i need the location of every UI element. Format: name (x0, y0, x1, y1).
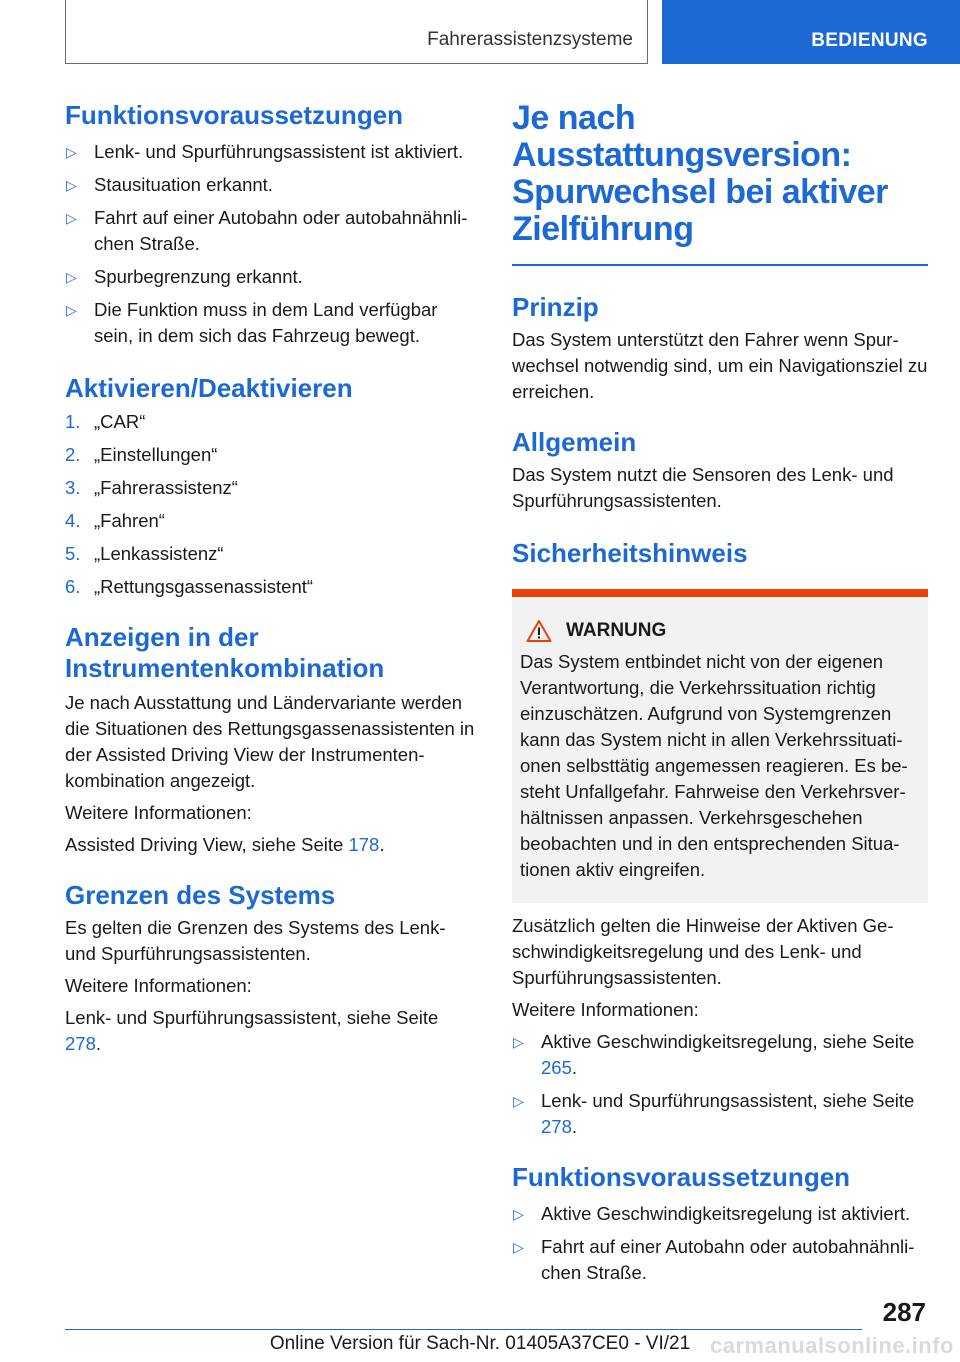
heading-sicherheitshinweis: Sicherheitshinweis (512, 538, 748, 568)
step-number: 3. (65, 477, 81, 498)
reference-list (512, 1029, 928, 1140)
list-item (65, 508, 479, 534)
reference-text: Assisted Driving View, siehe Seite (65, 834, 349, 855)
step-text: „Fahren“ (94, 510, 165, 531)
heading-grenzen: Grenzen des Systems (65, 880, 336, 910)
heading-spurwechsel: Je nach Ausstattungsversion: Spurwechsel bei aktiver Zielführung (512, 99, 888, 248)
step-number: 1. (65, 411, 81, 432)
list-item: ▷ Lenk- und Spurführungsassistent, siehe Seite 278. (512, 1088, 928, 1140)
additional-notes: Zusätzlich gelten die Hinweise der Aktiven Ge-schwindigkeitsregelung und des Lenk- und Spurführungsassistenten. (512, 915, 894, 988)
sicherheit-info-label: Weitere Informationen: (512, 999, 699, 1020)
list-item: ▷ Fahrt auf einer Autobahn oder autobahnähnli-chen Straße. (65, 205, 479, 257)
reference-text: Lenk- und Spurführungsassistent, siehe Seite (541, 1090, 915, 1111)
page-number: 287 (882, 1297, 926, 1327)
footer-rule (65, 1329, 862, 1330)
list-item: ▷ Lenk- und Spurführungsassistent ist aktiviert. (65, 139, 479, 165)
list-item: ▷ Stausituation erkannt. (65, 172, 479, 198)
step-number: 6. (65, 576, 81, 597)
step-number: 4. (65, 510, 81, 531)
grenzen-body: Es gelten die Grenzen des Systems des Lenk- und Spurführungsassistenten. (65, 917, 446, 964)
list-item (65, 574, 479, 600)
watermark-logo: carmanualsonline.info (710, 1333, 954, 1358)
left-column (65, 100, 479, 1057)
anzeigen-body: Je nach Ausstattung und Ländervariante werden die Situationen des Rettungsgassenassistenten in der Assisted Driving View der Instrumenten-kombination angezeigt. (65, 692, 475, 791)
reference-text: Aktive Geschwindigkeitsregelung, siehe Seite (541, 1031, 915, 1052)
anzeigen-info-label: Weitere Informationen: (65, 802, 252, 823)
heading-prinzip: Prinzip (512, 292, 599, 322)
prinzip-body: Das System unterstützt den Fahrer wenn Spur-wechsel notwendig sind, um ein Navigationsziel zu erreichen. (512, 329, 928, 402)
steps-list (65, 409, 479, 600)
step-text: „CAR“ (94, 411, 146, 432)
section-title: Fahrerassistenzsysteme (427, 29, 633, 50)
header-chapter-tab[interactable] (662, 0, 960, 64)
heading-allgemein: Allgemein (512, 427, 637, 457)
heading-aktivieren: Aktivieren/Deaktivieren (65, 373, 353, 403)
list-item (65, 475, 479, 501)
list-item (65, 541, 479, 567)
grenzen-reference: Lenk- und Spurführungsassistent, siehe Seite 278. (65, 1007, 439, 1054)
heading-rule (512, 264, 928, 266)
list-item (65, 409, 479, 435)
heading-funktionsvoraussetzungen: Funktionsvoraussetzungen (65, 100, 404, 130)
step-text: „Rettungsgassenassistent“ (94, 576, 314, 597)
requirements-list-right (512, 1201, 928, 1286)
footer-online-version: Online Version für Sach-Nr. 01405A37CE0 - VI/21 (269, 1333, 691, 1354)
step-text: „Einstellungen“ (94, 444, 218, 465)
step-text: „Fahrerassistenz“ (94, 477, 238, 498)
warning-triangle-icon (526, 619, 552, 643)
list-item: ▷ Aktive Geschwindigkeitsregelung ist aktiviert. (512, 1201, 928, 1227)
warning-title: WARNUNG (566, 620, 667, 641)
warning-header (520, 619, 920, 643)
warning-box (512, 589, 928, 903)
allgemein-body: Das System nutzt die Sensoren des Lenk- und Spurführungsassistenten. (512, 464, 894, 511)
right-column (512, 100, 928, 1286)
page-link-265[interactable]: 265 (541, 1057, 572, 1078)
grenzen-info-label: Weitere Informationen: (65, 975, 252, 996)
heading-anzeigen: Anzeigen in der Instrumentenkombination (65, 622, 385, 683)
header-section-title (65, 0, 648, 64)
page-link-278[interactable]: 278 (541, 1116, 572, 1137)
step-number: 5. (65, 543, 81, 564)
page-link-178[interactable]: 178 (348, 834, 380, 855)
reference-text: Lenk- und Spurführungsassistent, siehe Seite (65, 1007, 439, 1028)
anzeigen-reference: Assisted Driving View, siehe Seite 178. (65, 834, 385, 855)
list-item: ▷ Aktive Geschwindigkeitsregelung, siehe Seite 265. (512, 1029, 928, 1081)
page-link-278[interactable]: 278 (65, 1033, 96, 1054)
list-item: ▷ Fahrt auf einer Autobahn oder autobahnähnli-chen Straße. (512, 1234, 928, 1286)
step-number: 2. (65, 444, 81, 465)
heading-funktionsvoraussetzungen-right: Funktionsvoraussetzungen (512, 1162, 851, 1192)
requirements-list (65, 139, 479, 349)
list-item: ▷ Die Funktion muss in dem Land verfügbar sein, in dem sich das Fahrzeug bewegt. (65, 297, 479, 349)
warning-text: Das System entbindet nicht von der eigenen Verantwortung, die Verkehrssituation richtig einzuschätzen. Aufgrund von Systemgrenzen kann das System nicht in allen Verkehrssituati-onen selbsttätig angemessen reagieren. Es be-steht Unfallgefahr. Fahrweise den Verkehrsver-hältnissen anpassen. Verkehrsgeschehen beobachten und in den entsprechenden Situa-tionen aktiv eingreifen. (520, 651, 908, 880)
chapter-title: BEDIENUNG (811, 30, 928, 51)
step-text: „Lenkassistenz“ (94, 543, 224, 564)
list-item (65, 442, 479, 468)
list-item: ▷ Spurbegrenzung erkannt. (65, 264, 479, 290)
